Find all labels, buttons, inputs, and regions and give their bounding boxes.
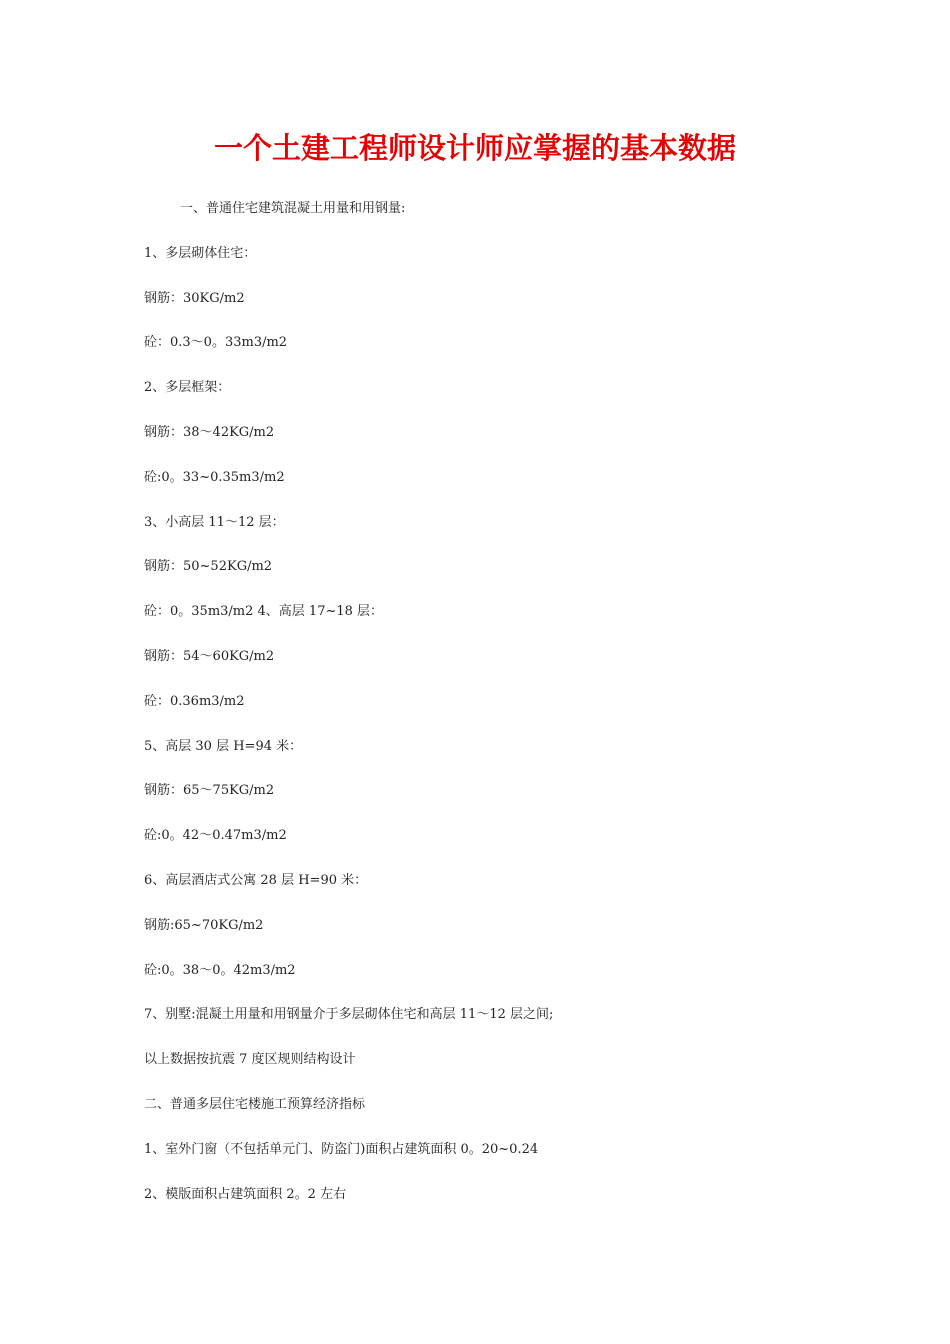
text-line: 1、室外门窗（不包括单元门、防盗门)面积占建筑面积 0。20~0.24	[144, 1141, 539, 1157]
text-line: 3、小高层 11～12 层：	[144, 514, 285, 530]
text-line: 砼：0.3～0。33m3/m2	[144, 335, 288, 351]
text-line: 砼:0。33~0.35m3/m2	[144, 469, 285, 485]
text-line: 钢筋：65～75KG/m2	[144, 783, 275, 799]
text-line: 6、高层酒店式公寓 28 层 H=90 米：	[144, 872, 368, 888]
document-body	[144, 196, 824, 1226]
text-line: 钢筋:65~70KG/m2	[144, 917, 264, 933]
text-line: 钢筋：38～42KG/m2	[144, 424, 275, 440]
text-line: 7、别墅:混凝土用量和用钢量介于多层砌体住宅和高层 11～12 层之间;	[144, 1007, 554, 1023]
text-line: 钢筋：50~52KG/m2	[144, 559, 273, 575]
text-line: 1、多层砌体住宅：	[144, 245, 257, 261]
text-line: 钢筋：54～60KG/m2	[144, 648, 275, 664]
text-line: 2、模版面积占建筑面积 2。2 左右	[144, 1186, 347, 1202]
text-line: 2、多层框架：	[144, 380, 231, 396]
text-line: 5、高层 30 层 H=94 米：	[144, 738, 303, 754]
text-line: 砼:0。42～0.47m3/m2	[144, 828, 287, 844]
section-heading: 一、普通住宅建筑混凝土用量和用钢量:	[180, 201, 406, 216]
text-line: 砼：0.36m3/m2	[144, 693, 245, 709]
text-line: 砼：0。35m3/m2 4、高层 17~18 层：	[144, 604, 384, 620]
text-line: 钢筋：30KG/m2	[144, 290, 245, 306]
section-heading: 二、普通多层住宅楼施工预算经济指标	[144, 1096, 366, 1112]
text-line: 砼:0。38～0。42m3/m2	[144, 962, 296, 978]
document-title: 一个土建工程师设计师应掌握的基本数据	[213, 131, 736, 165]
text-line: 以上数据按抗震 7 度区规则结构设计	[144, 1052, 356, 1068]
